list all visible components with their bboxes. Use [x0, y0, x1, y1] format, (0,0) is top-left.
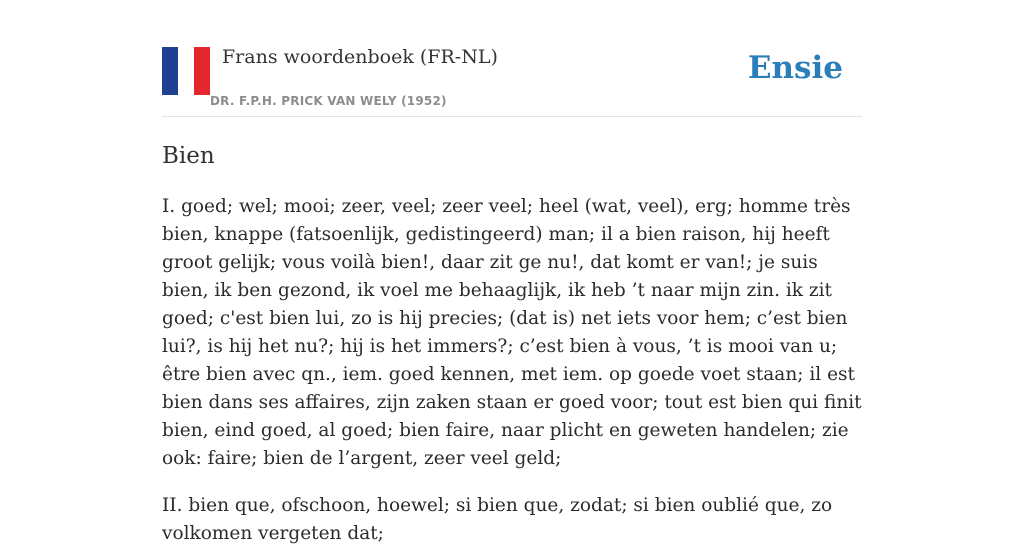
flag-stripe-blue	[162, 47, 178, 95]
entry-headword: Bien	[162, 143, 215, 169]
dictionary-author: DR. F.P.H. PRICK VAN WELY (1952)	[210, 94, 447, 108]
ensie-logo[interactable]: Ensie	[747, 50, 843, 86]
page	[162, 0, 862, 548]
flag-stripe-red	[194, 47, 210, 95]
dictionary-title[interactable]: Frans woordenboek (FR-NL)	[222, 46, 498, 68]
flag-stripe-white	[178, 47, 194, 95]
french-flag-icon	[162, 47, 210, 95]
entry-definition-2: II. bien que, ofschoon, hoewel; si bien que, zodat; si bien oublié que, zo volkomen vergeten dat;	[162, 495, 833, 544]
entry-definition-1: I. goed; wel; mooi; zeer, veel; zeer veel; heel (wat, veel), erg; homme très bien, knappe (fatsoenlijk, gedistingeerd) man; il a bien raison, hij heeft groot gelijk; vous voilà bien!, daar zit ge nu!, dat komt er van!; je suis bien, ik ben gezond, ik voel me behaaglijk, ik heb ’t naar mijn zin. ik zit goed; c'est bien lui, zo is hij precies; (dat is) net iets voor hem; c’est bien lui?, is hij het nu?; hij is het immers?; c’est bien à vous, ’t is mooi van u; être bien avec qn., iem. goed kennen, met iem. op goede voet staan; il est bien dans ses affaires, zijn zaken staan er goed voor; tout est bien qui finit bien, eind goed, al goed; bien faire, naar plicht en geweten handelen; zie ook: faire; bien de l’argent, zeer veel geld;	[162, 196, 862, 469]
dictionary-header	[162, 0, 862, 117]
